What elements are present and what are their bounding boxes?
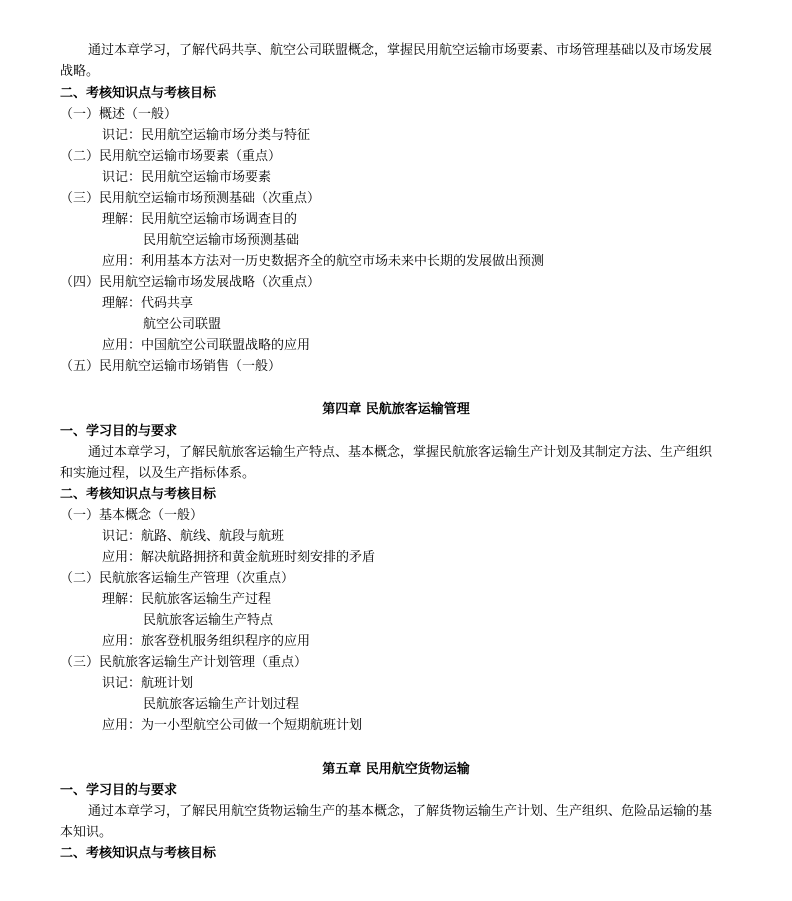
outline-subitem: 应用：中国航空公司联盟战略的应用 [102,338,311,353]
outline-subitem: 应用：旅客登机服务组织程序的应用 [102,634,311,649]
outline-subitem: 理解：民航旅客运输生产过程 [102,592,272,607]
outline-subitem: 航空公司联盟 [143,317,222,332]
paragraph-line: 和实施过程，以及生产指标体系。 [60,466,256,481]
section-heading: 一、学习目的与要求 [60,424,178,439]
section-heading: 二、考核知识点与考核目标 [60,487,217,502]
outline-subitem: 识记：航班计划 [102,676,194,691]
section-heading: 二、考核知识点与考核目标 [60,846,217,861]
paragraph-line: 本知识。 [60,825,113,840]
outline-item: （一）概述（一般） [60,107,178,122]
outline-item: （五）民用航空运输市场销售（一般） [60,359,282,374]
outline-subitem: 应用：利用基本方法对一历史数据齐全的航空市场未来中长期的发展做出预测 [102,254,545,269]
outline-item: （二）民用航空运输市场要素（重点） [60,149,282,164]
outline-subitem: 民用航空运输市场预测基础 [143,233,300,248]
paragraph-line: 通过本章学习，了解代码共享、航空公司联盟概念，掌握民用航空运输市场要素、市场管理基础以及市场发展 [88,43,713,58]
paragraph-line: 战略。 [60,64,100,79]
chapter-title: 第五章 民用航空货物运输 [322,762,470,777]
outline-subitem: 理解：民用航空运输市场调查目的 [102,212,298,227]
paragraph-line: 通过本章学习，了解民用航空货物运输生产的基本概念，了解货物运输生产计划、生产组织、危险品运输的基 [88,804,713,819]
outline-subitem: 理解：代码共享 [102,296,194,311]
outline-item: （四）民用航空运输市场发展战略（次重点） [60,275,321,290]
outline-subitem: 应用：为一小型航空公司做一个短期航班计划 [102,718,363,733]
outline-subitem: 应用：解决航路拥挤和黄金航班时刻安排的矛盾 [102,550,376,565]
outline-item: （一）基本概念（一般） [60,508,204,523]
outline-subitem: 民航旅客运输生产特点 [143,613,274,628]
outline-subitem: 识记：民用航空运输市场要素 [102,170,272,185]
outline-item: （三）民航旅客运输生产计划管理（重点） [60,655,308,670]
outline-item: （二）民航旅客运输生产管理（次重点） [60,571,295,586]
chapter-title: 第四章 民航旅客运输管理 [322,402,470,417]
outline-item: （三）民用航空运输市场预测基础（次重点） [60,191,321,206]
section-heading: 一、学习目的与要求 [60,783,178,798]
outline-subitem: 识记：民用航空运输市场分类与特征 [102,128,311,143]
outline-subitem: 民航旅客运输生产计划过程 [143,697,300,712]
outline-subitem: 识记：航路、航线、航段与航班 [102,529,285,544]
section-heading: 二、考核知识点与考核目标 [60,86,217,101]
paragraph-line: 通过本章学习，了解民航旅客运输生产特点、基本概念，掌握民航旅客运输生产计划及其制定方法、生产组织 [88,445,713,460]
